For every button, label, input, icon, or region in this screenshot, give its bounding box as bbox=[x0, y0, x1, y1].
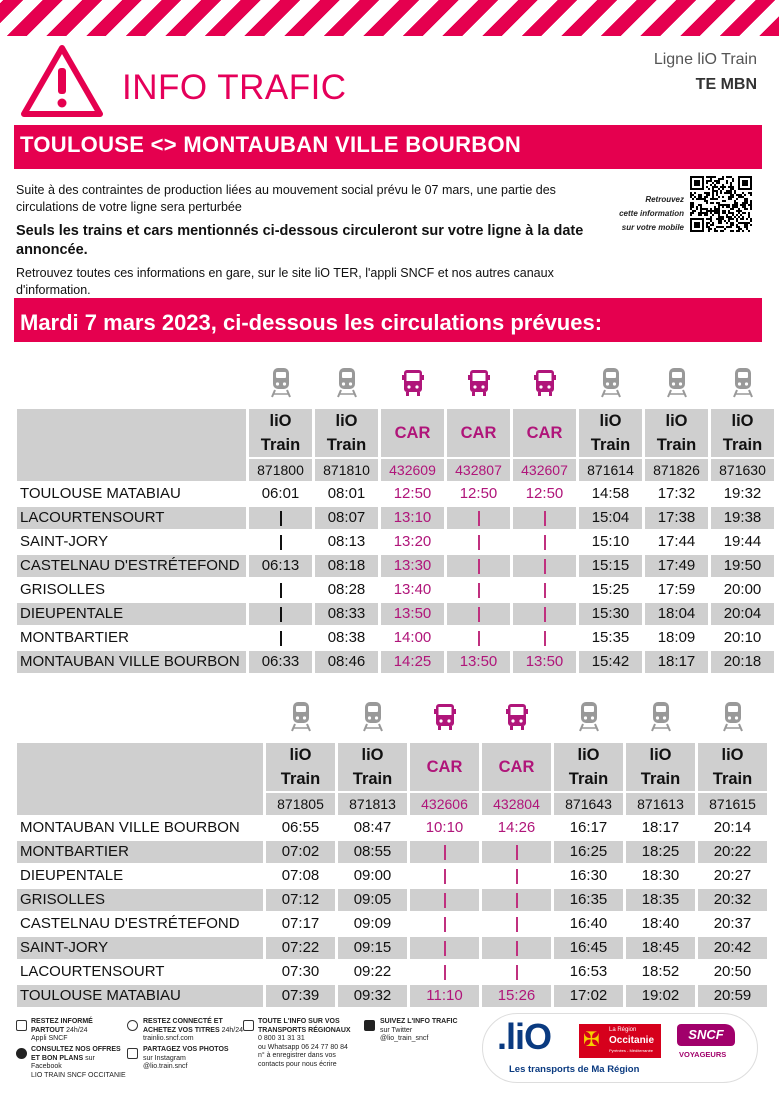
departure-time: 06:55 bbox=[281, 819, 320, 836]
service-label: liO Train bbox=[645, 409, 708, 457]
no-stop-marker bbox=[482, 841, 551, 863]
train-icon bbox=[626, 700, 695, 741]
service-label: liO Train bbox=[626, 743, 695, 791]
no-stop-marker bbox=[513, 531, 576, 553]
service-number: 432804 bbox=[482, 793, 551, 815]
station-name: GRISOLLES bbox=[17, 889, 263, 911]
table-row bbox=[17, 603, 774, 625]
station-name: MONTBARTIER bbox=[20, 629, 129, 646]
departure-time: 09:05 bbox=[338, 889, 407, 911]
info-text: Retrouvez toutes ces informations en gare, sur le site liO TER, l'appli SNCF et nos autres canaux d'information. bbox=[16, 266, 554, 297]
departure-time: 09:32 bbox=[338, 985, 407, 1007]
departure-time: 16:35 bbox=[554, 889, 623, 911]
footer-inform: RESTEZ INFORMÉ PARTOUT 24h/24 Appli SNCF bbox=[31, 1018, 93, 1042]
departure-time: 15:04 bbox=[579, 507, 642, 529]
train-icon bbox=[711, 366, 774, 407]
departure-time: 16:45 bbox=[554, 937, 623, 959]
intro-text: Suite à des contraintes de production liées au mouvement social prévu le 07 mars, une partie des circulations de votre ligne sera perturbée bbox=[16, 183, 556, 214]
service-number: 871826 bbox=[645, 459, 708, 481]
departure-time: 20:50 bbox=[713, 963, 752, 980]
occitanie-logo: ✠ La Région Occitanie Pyrénées - Méditerranée bbox=[579, 1024, 661, 1058]
no-stop-marker bbox=[513, 555, 576, 577]
no-stop-marker bbox=[410, 841, 479, 863]
departure-time: 15:30 bbox=[579, 603, 642, 625]
departure-time: 06:13 bbox=[249, 555, 312, 577]
departure-time: 08:01 bbox=[327, 485, 366, 502]
departure-time: 19:50 bbox=[711, 555, 774, 577]
service-label: CAR bbox=[381, 409, 444, 457]
facebook-icon[interactable] bbox=[16, 1048, 27, 1059]
line-code: TE MBN bbox=[695, 76, 757, 93]
route-banner: TOULOUSE <> MONTAUBAN VILLE BOURBON bbox=[14, 125, 762, 169]
table-row bbox=[17, 913, 767, 935]
no-stop-marker bbox=[482, 961, 551, 983]
departure-time: 13:30 bbox=[381, 555, 444, 577]
departure-time: 14:58 bbox=[591, 485, 630, 502]
timetable-toulouse-montauban bbox=[14, 364, 777, 675]
footer-twitter: SUIVEZ L'INFO TRAFIC sur Twitter @lio_train_sncf bbox=[380, 1018, 458, 1042]
service-label: CAR bbox=[513, 409, 576, 457]
departure-time: 07:30 bbox=[281, 963, 320, 980]
table-row bbox=[17, 841, 767, 863]
departure-time: 07:39 bbox=[266, 985, 335, 1007]
train-icon bbox=[249, 366, 312, 407]
no-stop-marker bbox=[482, 889, 551, 911]
departure-time: 12:50 bbox=[525, 485, 564, 502]
departure-time: 19:44 bbox=[723, 533, 762, 550]
departure-time: 19:02 bbox=[626, 985, 695, 1007]
departure-time: 07:08 bbox=[281, 867, 320, 884]
service-label: liO Train bbox=[554, 743, 623, 791]
line-label: Ligne liO Train bbox=[653, 51, 757, 68]
departure-time: 10:10 bbox=[425, 819, 464, 836]
departure-time: 18:52 bbox=[641, 963, 680, 980]
occitanie-cross-icon: ✠ bbox=[583, 1029, 600, 1051]
service-label: liO Train bbox=[315, 409, 378, 457]
departure-time: 06:33 bbox=[249, 651, 312, 673]
station-name: CASTELNAU D'ESTRÉTEFOND bbox=[17, 555, 246, 577]
table-row bbox=[17, 627, 774, 649]
table-row bbox=[17, 579, 774, 601]
departure-time: 14:00 bbox=[393, 629, 432, 646]
departure-time: 18:30 bbox=[641, 867, 680, 884]
table-row bbox=[17, 961, 767, 983]
service-number: 432807 bbox=[447, 459, 510, 481]
table-row bbox=[17, 555, 774, 577]
departure-time: 17:44 bbox=[657, 533, 696, 550]
departure-time: 18:35 bbox=[626, 889, 695, 911]
service-number: 871614 bbox=[579, 459, 642, 481]
departure-time: 13:50 bbox=[381, 603, 444, 625]
train-icon bbox=[315, 366, 378, 407]
service-number: 871810 bbox=[315, 459, 378, 481]
sncf-voyageurs: VOYAGEURS bbox=[679, 1050, 727, 1059]
bus-icon bbox=[447, 366, 510, 407]
departure-time: 11:10 bbox=[410, 985, 479, 1007]
station-name: DIEUPENTALE bbox=[17, 603, 246, 625]
train-icon bbox=[579, 366, 642, 407]
departure-time: 09:15 bbox=[338, 937, 407, 959]
hazard-stripes bbox=[0, 0, 779, 36]
departure-time: 14:26 bbox=[497, 819, 536, 836]
departure-time: 18:25 bbox=[626, 841, 695, 863]
footer-photos: PARTAGEZ VOS PHOTOS sur Instagram @lio.train.sncf bbox=[143, 1046, 229, 1070]
table-row bbox=[17, 817, 767, 839]
station-name: DIEUPENTALE bbox=[20, 867, 124, 884]
no-stop-marker bbox=[249, 507, 312, 529]
station-name: SAINT-JORY bbox=[17, 937, 263, 959]
departure-time: 18:04 bbox=[645, 603, 708, 625]
departure-time: 17:59 bbox=[657, 581, 696, 598]
table-row bbox=[17, 865, 767, 887]
departure-time: 16:40 bbox=[569, 915, 608, 932]
no-stop-marker bbox=[513, 627, 576, 649]
footer-transport: TOUTE L'INFO SUR VOS TRANSPORTS RÉGIONAUX 0 800 31 31 31 ou Whatsapp 06 24 77 80 84 n° à enregistrer dans vos contacts pour nous écrire bbox=[258, 1018, 351, 1068]
departure-time: 07:02 bbox=[266, 841, 335, 863]
departure-time: 14:25 bbox=[381, 651, 444, 673]
departure-time: 07:17 bbox=[281, 915, 320, 932]
qr-caption: Retrouvez cette information sur votre mobile bbox=[619, 195, 684, 232]
train-icon bbox=[266, 700, 335, 741]
departure-time: 12:50 bbox=[459, 485, 498, 502]
departure-time: 18:17 bbox=[645, 651, 708, 673]
departure-time: 08:13 bbox=[327, 533, 366, 550]
departure-time: 15:25 bbox=[591, 581, 630, 598]
departure-time: 15:10 bbox=[591, 533, 630, 550]
service-label: liO Train bbox=[579, 409, 642, 457]
service-number: 871613 bbox=[626, 793, 695, 815]
service-label: liO Train bbox=[711, 409, 774, 457]
departure-time: 13:50 bbox=[447, 651, 510, 673]
departure-time: 08:55 bbox=[338, 841, 407, 863]
departure-time: 18:17 bbox=[641, 819, 680, 836]
service-number: 432606 bbox=[410, 793, 479, 815]
departure-time: 20:22 bbox=[698, 841, 767, 863]
table-row bbox=[17, 937, 767, 959]
service-number: 871800 bbox=[249, 459, 312, 481]
no-stop-marker bbox=[410, 937, 479, 959]
departure-time: 19:32 bbox=[723, 485, 762, 502]
departure-time: 15:26 bbox=[482, 985, 551, 1007]
no-stop-marker bbox=[482, 913, 551, 935]
departure-time: 18:40 bbox=[641, 915, 680, 932]
departure-time: 13:10 bbox=[381, 507, 444, 529]
table-row bbox=[17, 651, 774, 673]
station-name: CASTELNAU D'ESTRÉTEFOND bbox=[20, 915, 240, 932]
no-stop-marker bbox=[249, 531, 312, 553]
departure-time: 20:37 bbox=[713, 915, 752, 932]
departure-time: 20:32 bbox=[698, 889, 767, 911]
no-stop-marker bbox=[447, 531, 510, 553]
departure-time: 20:27 bbox=[713, 867, 752, 884]
service-number: 871643 bbox=[554, 793, 623, 815]
service-label: liO Train bbox=[249, 409, 312, 457]
departure-time: 08:46 bbox=[315, 651, 378, 673]
no-stop-marker bbox=[249, 603, 312, 625]
bold-note: Seuls les trains et cars mentionnés ci-dessous circuleront sur votre ligne à la date annoncée. bbox=[16, 223, 584, 258]
no-stop-marker bbox=[410, 865, 479, 887]
no-stop-marker bbox=[249, 579, 312, 601]
service-label: CAR bbox=[410, 743, 479, 791]
no-stop-marker bbox=[513, 603, 576, 625]
lio-logo: .liO bbox=[497, 1016, 552, 1057]
train-icon bbox=[338, 700, 407, 741]
bus-icon bbox=[410, 700, 479, 741]
service-icon-row bbox=[17, 700, 767, 741]
service-icon-row bbox=[17, 366, 774, 407]
service-label: CAR bbox=[482, 743, 551, 791]
table-row bbox=[17, 507, 774, 529]
departure-time: 17:02 bbox=[554, 985, 623, 1007]
info-icon bbox=[243, 1020, 254, 1031]
departure-time: 08:47 bbox=[353, 819, 392, 836]
departure-time: 16:25 bbox=[554, 841, 623, 863]
no-stop-marker bbox=[410, 961, 479, 983]
departure-time: 20:59 bbox=[698, 985, 767, 1007]
station-name: MONTBARTIER bbox=[17, 841, 263, 863]
station-name: TOULOUSE MATABIAU bbox=[20, 485, 181, 502]
service-number: 871805 bbox=[266, 793, 335, 815]
departure-time: 09:22 bbox=[353, 963, 392, 980]
departure-time: 15:42 bbox=[579, 651, 642, 673]
departure-time: 17:38 bbox=[645, 507, 708, 529]
date-banner: Mardi 7 mars 2023, ci-dessous les circulations prévues: bbox=[14, 298, 762, 342]
no-stop-marker bbox=[447, 555, 510, 577]
departure-time: 08:18 bbox=[315, 555, 378, 577]
departure-time: 09:09 bbox=[353, 915, 392, 932]
departure-time: 08:28 bbox=[327, 581, 366, 598]
no-stop-marker bbox=[513, 579, 576, 601]
station-name: MONTAUBAN VILLE BOURBON bbox=[20, 819, 240, 836]
departure-time: 19:38 bbox=[711, 507, 774, 529]
departure-time: 07:12 bbox=[266, 889, 335, 911]
departure-time: 12:50 bbox=[393, 485, 432, 502]
qr-code[interactable] bbox=[690, 176, 752, 232]
departure-time: 20:10 bbox=[723, 629, 762, 646]
no-stop-marker bbox=[447, 579, 510, 601]
departure-time: 15:15 bbox=[579, 555, 642, 577]
departure-time: 17:49 bbox=[645, 555, 708, 577]
no-stop-marker bbox=[410, 889, 479, 911]
station-name: TOULOUSE MATABIAU bbox=[17, 985, 263, 1007]
no-stop-marker bbox=[410, 913, 479, 935]
service-label: CAR bbox=[447, 409, 510, 457]
brand-tagline: Les transports de Ma Région bbox=[509, 1064, 640, 1075]
no-stop-marker bbox=[447, 627, 510, 649]
page-title: INFO TRAFIC bbox=[122, 68, 347, 107]
departure-time: 20:04 bbox=[711, 603, 774, 625]
departure-time: 18:09 bbox=[657, 629, 696, 646]
bus-icon bbox=[381, 366, 444, 407]
instagram-icon[interactable] bbox=[127, 1048, 138, 1059]
service-label-row bbox=[17, 409, 774, 457]
service-number: 871615 bbox=[698, 793, 767, 815]
station-name: SAINT-JORY bbox=[20, 533, 109, 550]
footer-connect: RESTEZ CONNECTÉ ET ACHETEZ VOS TITRES 24h/24 trainlio.sncf.com bbox=[143, 1018, 243, 1042]
service-number: 871813 bbox=[338, 793, 407, 815]
service-label: liO Train bbox=[338, 743, 407, 791]
service-number: 432609 bbox=[381, 459, 444, 481]
departure-time: 20:18 bbox=[711, 651, 774, 673]
departure-time: 16:53 bbox=[569, 963, 608, 980]
table-row bbox=[17, 985, 767, 1007]
no-stop-marker bbox=[482, 937, 551, 959]
bus-icon bbox=[513, 366, 576, 407]
table-row bbox=[17, 889, 767, 911]
warning-icon bbox=[20, 44, 104, 118]
train-icon bbox=[645, 366, 708, 407]
departure-time: 18:45 bbox=[626, 937, 695, 959]
departure-time: 20:42 bbox=[698, 937, 767, 959]
departure-time: 16:30 bbox=[569, 867, 608, 884]
train-icon bbox=[698, 700, 767, 741]
train-icon bbox=[554, 700, 623, 741]
station-name: GRISOLLES bbox=[20, 581, 106, 598]
no-stop-marker bbox=[249, 627, 312, 649]
no-stop-marker bbox=[482, 865, 551, 887]
departure-time: 20:00 bbox=[723, 581, 762, 598]
bus-icon bbox=[482, 700, 551, 741]
station-name: LACOURTENSOURT bbox=[17, 507, 246, 529]
departure-time: 08:38 bbox=[327, 629, 366, 646]
service-number: 871630 bbox=[711, 459, 774, 481]
departure-time: 17:32 bbox=[657, 485, 696, 502]
departure-time: 09:00 bbox=[353, 867, 392, 884]
service-label: liO Train bbox=[266, 743, 335, 791]
departure-time: 08:33 bbox=[315, 603, 378, 625]
station-name: LACOURTENSOURT bbox=[20, 963, 165, 980]
service-label-row bbox=[17, 743, 767, 791]
station-name: MONTAUBAN VILLE BOURBON bbox=[17, 651, 246, 673]
timetable-montauban-toulouse bbox=[14, 698, 770, 1009]
departure-time: 13:20 bbox=[393, 533, 432, 550]
no-stop-marker bbox=[513, 507, 576, 529]
service-number: 432607 bbox=[513, 459, 576, 481]
twitter-icon[interactable] bbox=[364, 1020, 375, 1031]
brand-logos bbox=[482, 1013, 758, 1083]
globe-icon bbox=[127, 1020, 138, 1031]
departure-time: 20:14 bbox=[713, 819, 752, 836]
departure-time: 16:17 bbox=[569, 819, 608, 836]
sncf-logo: SNCF bbox=[677, 1024, 735, 1046]
departure-time: 07:22 bbox=[266, 937, 335, 959]
footer-offers: CONSULTEZ NOS OFFRES ET BON PLANS sur Facebook LIO TRAIN SNCF OCCITANIE bbox=[31, 1046, 126, 1079]
departure-time: 13:50 bbox=[513, 651, 576, 673]
phone-icon bbox=[16, 1020, 27, 1031]
departure-time: 13:40 bbox=[393, 581, 432, 598]
departure-time: 15:35 bbox=[591, 629, 630, 646]
service-label: liO Train bbox=[698, 743, 767, 791]
table-row bbox=[17, 483, 774, 505]
table-row bbox=[17, 531, 774, 553]
departure-time: 08:07 bbox=[315, 507, 378, 529]
no-stop-marker bbox=[447, 507, 510, 529]
no-stop-marker bbox=[447, 603, 510, 625]
departure-time: 06:01 bbox=[261, 485, 300, 502]
